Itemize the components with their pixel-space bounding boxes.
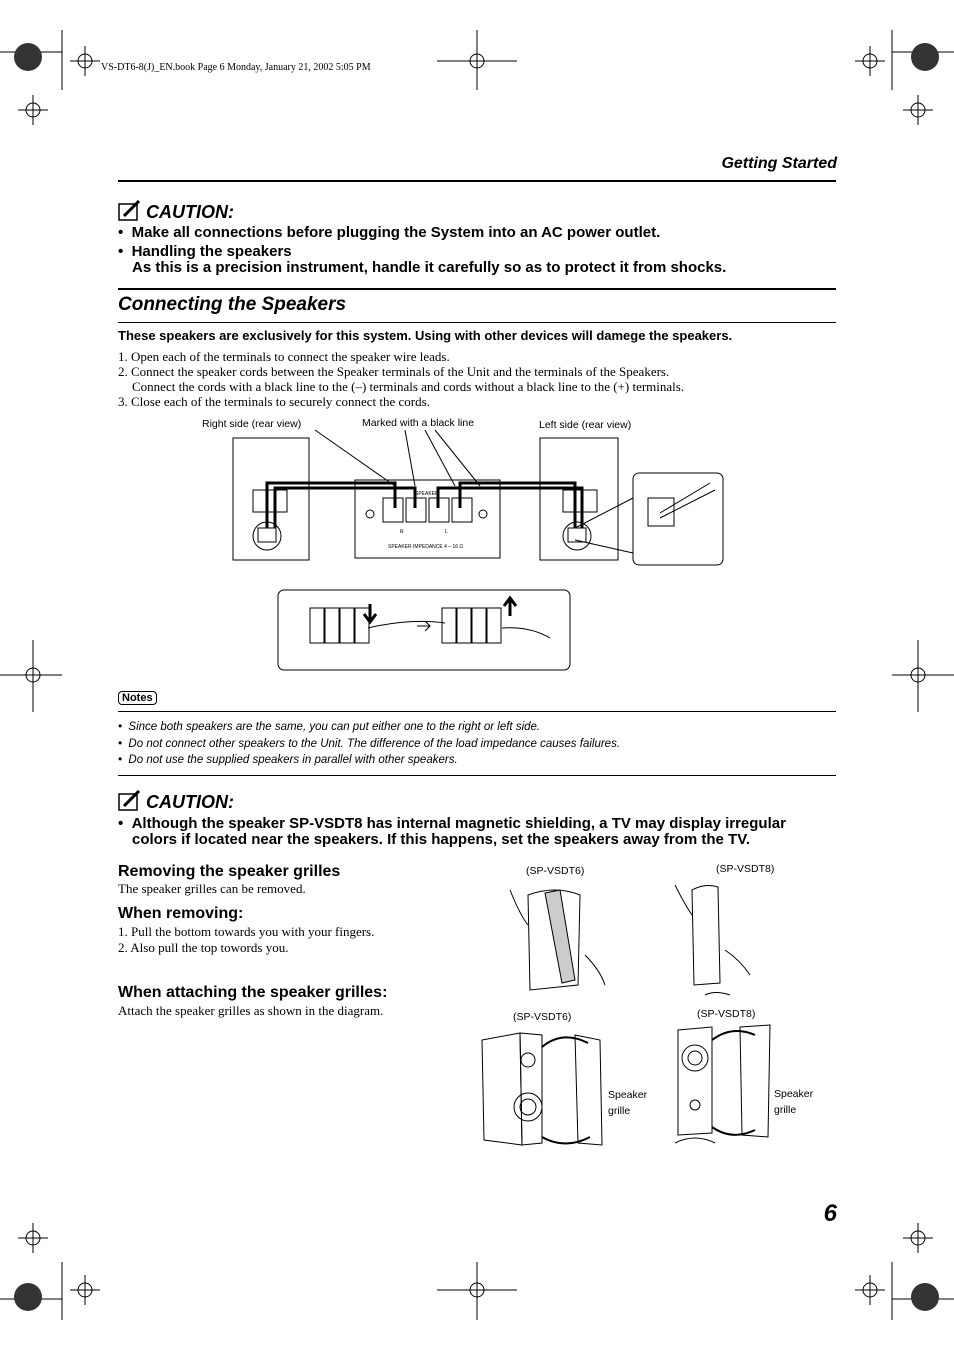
- caution-item-2: • Handling the speakers: [118, 243, 292, 260]
- step-2: 2. Connect the speaker cords between the Speaker terminals of the Unit and the terminals of the Speakers.: [118, 364, 670, 379]
- caution2-line-2: colors if located near the speakers. If this happens, set the speakers away from the TV.: [132, 831, 751, 848]
- notes-rule-bottom: [118, 775, 836, 776]
- step-3: 3. Close each of the terminals to securely connect the cords.: [118, 394, 430, 409]
- when-attaching-title: When attaching the speaker grilles:: [118, 984, 388, 1001]
- note-item-2: • Do not connect other speakers to the Unit. The difference of the load impedance causes failures.: [118, 738, 621, 750]
- caution2-title: CAUTION:: [146, 792, 234, 812]
- step-1: 1. Open each of the terminals to connect the speaker wire leads.: [118, 349, 450, 364]
- caution-title: CAUTION:: [146, 202, 234, 222]
- connection-diagram: [220, 428, 740, 678]
- step-2-cont: Connect the cords with a black line to the (–) terminals and cords without a black line to the (+) terminals.: [132, 379, 685, 394]
- attach-desc: Attach the speaker grilles as shown in the diagram.: [118, 1003, 384, 1018]
- label-right-side: Right side (rear view): [202, 418, 302, 430]
- label-sp-vsdt6-top: (SP-VSDT6): [526, 865, 585, 877]
- grille-diagrams: [470, 875, 810, 1155]
- label-sp-vsdt8-top: (SP-VSDT8): [716, 863, 775, 875]
- when-removing-title: When removing:: [118, 905, 244, 922]
- grilles-title: Removing the speaker grilles: [118, 863, 341, 880]
- notes-title: [118, 688, 157, 706]
- top-rule: [118, 180, 836, 182]
- connecting-lead: These speakers are exclusively for this system. Using with other devices will damege the speakers.: [118, 328, 733, 343]
- grilles-desc: The speaker grilles can be removed.: [118, 881, 306, 896]
- print-header: VS-DT6-8(J)_EN.book Page 6 Monday, January 21, 2002 5:05 PM: [101, 62, 371, 73]
- label-marked-black-line: Marked with a black line: [362, 417, 475, 429]
- section-rule-top: [118, 288, 836, 290]
- label-sp-vsdt8-bottom: (SP-VSDT8): [697, 1008, 756, 1020]
- terminal-r-label: R: [400, 529, 404, 535]
- caution-item-2-sub: As this is a precision instrument, handle it carefully so as to protect it from shocks.: [132, 259, 727, 276]
- terminal-l-label: L: [445, 529, 448, 535]
- label-left-side: Left side (rear view): [539, 419, 632, 431]
- label-speaker-grille-right: Speaker grille: [774, 1088, 814, 1116]
- note-item-3: • Do not use the supplied speakers in parallel with other speakers.: [118, 754, 458, 766]
- caution2-line-1: • Although the speaker SP-VSDT8 has internal magnetic shielding, a TV may display irregular: [118, 815, 786, 832]
- section-rule-bottom: [118, 322, 836, 323]
- label-sp-vsdt6-bottom: (SP-VSDT6): [513, 1011, 572, 1023]
- section-label: Getting Started: [721, 155, 837, 172]
- notes-rule-top: [118, 711, 836, 712]
- pencil-icon: [118, 790, 142, 812]
- speaker-terminal-label: SPEAKER: [415, 491, 439, 497]
- pencil-icon: [118, 200, 142, 222]
- caution-item-1: • Make all connections before plugging the System into an AC power outlet.: [118, 224, 661, 241]
- removing-step-1: 1. Pull the bottom towards you with your fingers.: [118, 924, 375, 939]
- label-speaker-grille-left: Speaker grille: [608, 1089, 648, 1117]
- page-number: 6: [823, 1200, 837, 1227]
- connecting-title: Connecting the Speakers: [118, 294, 347, 315]
- impedance-label: SPEAKER IMPEDANCE 4 – 16 Ω: [388, 544, 464, 550]
- removing-step-2: 2. Also pull the top towords you.: [118, 940, 289, 955]
- note-item-1: • Since both speakers are the same, you can put either one to the right or left side.: [118, 721, 541, 733]
- notes-icon: Notes: [118, 691, 157, 705]
